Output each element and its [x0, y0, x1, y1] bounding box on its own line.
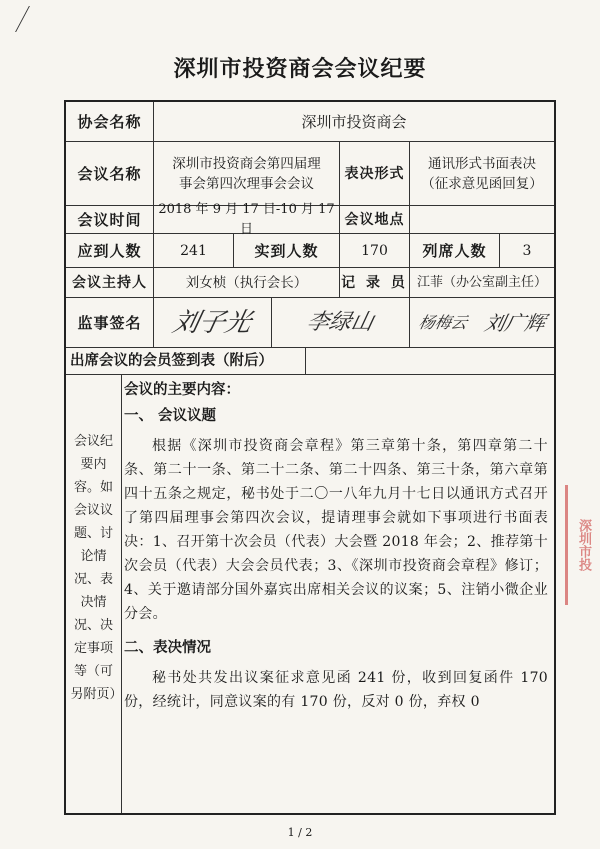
signature-cell-1	[154, 298, 272, 347]
vote-form-line-2: （征求意见函回复）	[421, 175, 543, 192]
meeting-time-value: 2018 年 9 月 17 日-10 月 17 日	[154, 206, 340, 233]
observer-count-value: 3	[522, 242, 532, 259]
row-supervisors	[66, 298, 554, 348]
minutes-content	[124, 378, 548, 812]
section-1-body: 根据《深圳市投资商会章程》第三章第十条，第四章第二十条、第二十一条、第二十二条、第二十四条、第三十条，第六章第四十五条之规定，秘书处于二〇一八年九月十七日以通讯方式召开了第四届理事会第四次会议，提请理事会就如下事项进行书面表决：1、召开第十次会员（代表）大会暨 2018 年会；2、推荐第十次会员（代表）大会会员代表；3、《深圳市投资商会章程》修订；4、关于邀请部分国外嘉宾出席相关会议的议案；5、注销小微企业分会。	[124, 438, 548, 622]
row-host	[66, 268, 554, 298]
meeting-name-label: 会议名称	[66, 142, 154, 205]
section-2-title: 二、表决情况	[124, 640, 211, 656]
signature-cell-2	[272, 298, 410, 347]
signin-blank	[306, 348, 554, 374]
actual-count-label: 实到人数	[234, 234, 340, 267]
observer-count-label: 列席人数	[410, 234, 500, 267]
row-signin	[66, 348, 554, 375]
document-title: 深圳市投资商会会议纪要	[173, 57, 427, 82]
signature-1: 刘子光	[170, 307, 255, 338]
meeting-name-line-2: 事会第四次理事会会议	[179, 175, 314, 192]
vote-form-label: 表决形式	[340, 142, 410, 205]
meeting-time-label: 会议时间	[66, 206, 154, 233]
stamp-text: 深圳市投	[576, 519, 591, 571]
signin-label: 出席会议的会员签到表（附后）	[66, 348, 306, 374]
expected-count-label: 应到人数	[66, 234, 154, 267]
association-value: 深圳市投资商会	[301, 112, 407, 131]
signature-4: 刘广辉	[482, 310, 548, 335]
recorder-value: 江菲（办公室副主任）	[416, 274, 547, 290]
host-value: 刘女桢（执行会长）	[154, 268, 340, 297]
content-guide-column	[66, 375, 122, 813]
row-association	[66, 102, 554, 142]
meeting-name-line-1: 深圳市投资商会第四届理	[172, 155, 321, 172]
red-seal-stamp	[565, 485, 600, 605]
association-label: 协会名称	[66, 102, 154, 141]
meeting-name-value	[154, 142, 340, 205]
content-heading: 会议的主要内容：	[124, 382, 240, 398]
recorder-label: 记 录 员	[340, 268, 410, 297]
expected-count-value: 241	[154, 234, 234, 267]
signature-2: 李绿山	[304, 309, 377, 335]
signature-3: 杨梅云	[417, 312, 470, 332]
signature-cell-3	[410, 298, 554, 347]
minutes-form	[64, 100, 556, 815]
row-meeting	[66, 142, 554, 206]
actual-count-value: 170	[340, 234, 410, 267]
host-label: 会议主持人	[66, 268, 154, 297]
meeting-place-label: 会议地点	[340, 206, 410, 233]
content-guide-text: 会议纪要内容。如会议议题、讨论情况、表决情况、决定事项等（可另附页）	[70, 434, 123, 702]
section-2-body: 秘书处共发出议案征求意见函 241 份，收到回复函件 170 份，经统计，同意议案的有 170 份，反对 0 份，弃权 0	[124, 670, 548, 710]
pen-mark	[15, 6, 46, 32]
vote-form-line-1: 通讯形式书面表决	[428, 155, 536, 172]
meeting-place-value	[410, 206, 554, 233]
page-number: 1 / 2	[287, 826, 313, 839]
supervisor-signature-label: 监事签名	[66, 298, 154, 347]
vote-form-value	[410, 142, 554, 205]
row-time	[66, 201, 554, 237]
row-attendance	[66, 234, 554, 268]
section-1-title: 一、 会议议题	[124, 408, 217, 424]
